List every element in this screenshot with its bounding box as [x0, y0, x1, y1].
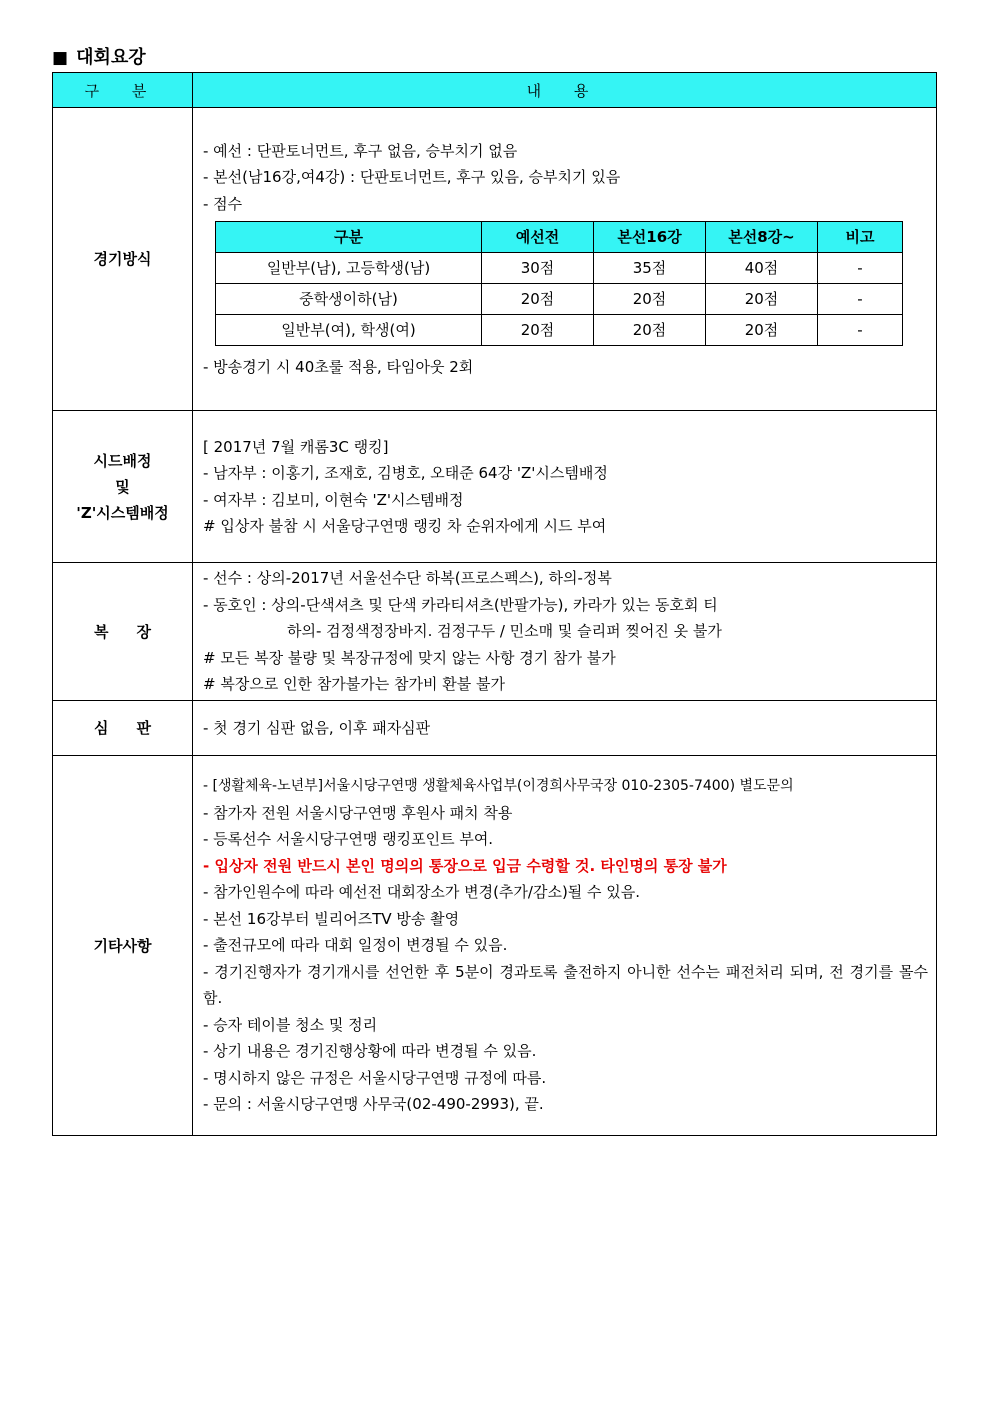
header-content: 내 용 — [193, 73, 937, 108]
section-heading — [52, 46, 146, 70]
seed-line: - 여자부 : 김보미, 이현숙 'Z'시스템배정 — [203, 490, 464, 509]
score-cell: 일반부(남), 고등학생(남) — [216, 253, 482, 284]
header-row — [53, 73, 937, 108]
etc-line: - 경기진행자가 경기개시를 선언한 후 5분이 경과토록 출전하지 아니한 선수는 패전처리 되며, 전 경기를 몰수함. — [203, 962, 928, 1008]
seed-content — [193, 411, 937, 563]
score-row — [216, 284, 903, 315]
format-line: - 점수 — [203, 194, 243, 213]
score-cell: 20점 — [594, 284, 706, 315]
header-category: 구 분 — [53, 73, 193, 108]
score-header-row — [216, 222, 903, 253]
etc-line: - 문의 : 서울시당구연맹 사무국(02-490-2993), 끝. — [203, 1095, 544, 1114]
etc-line: - 승자 테이블 청소 및 정리 — [203, 1015, 378, 1034]
referee-label: 심판 — [53, 701, 193, 756]
etc-line: - 출전규모에 따라 대회 일정이 변경될 수 있음. — [203, 936, 508, 955]
score-header: 본선8강~ — [706, 222, 818, 253]
score-header: 구분 — [216, 222, 482, 253]
attire-line: # 복장으로 인한 참가불가는 참가비 환불 불가 — [203, 675, 505, 694]
seed-line: - 남자부 : 이홍기, 조재호, 김병호, 오태준 64강 'Z'시스템배정 — [203, 464, 608, 482]
etc-line: - 본선 16강부터 빌리어즈TV 방송 촬영 — [203, 909, 460, 928]
etc-line: - 명시하지 않은 규정은 서울시당구연맹 규정에 따름. — [203, 1068, 547, 1087]
score-cell: - — [818, 315, 903, 346]
seed-line: [ 2017년 7월 캐롬3C 랭킹] — [203, 437, 389, 456]
row-attire — [53, 563, 937, 701]
referee-content — [193, 701, 937, 756]
etc-line: - 참가자 전원 서울시당구연맹 후원사 패치 착용 — [203, 803, 513, 822]
score-cell: 35점 — [594, 253, 706, 284]
attire-label: 복장 — [53, 563, 193, 701]
etc-line: - [생활체육-노년부]서울시당구연맹 생활체육사업부(이경희사무국장 010-2305-7400) 별도문의 — [203, 778, 794, 795]
etc-label: 기타사항 — [53, 756, 193, 1136]
score-cell: 20점 — [482, 284, 594, 315]
row-referee — [53, 701, 937, 756]
attire-content — [193, 563, 937, 701]
score-cell: 20점 — [706, 315, 818, 346]
score-cell: - — [818, 253, 903, 284]
score-cell: 20점 — [482, 315, 594, 346]
score-cell: 20점 — [594, 315, 706, 346]
seed-label-line: 및 — [115, 477, 130, 496]
seed-label-line: 시드배정 — [93, 451, 152, 470]
attire-line: - 동호인 : 상의-단색셔츠 및 단색 카라티셔츠(반팔가능), 카라가 있는 동호회 티 — [203, 595, 718, 614]
score-header: 본선16강 — [594, 222, 706, 253]
score-cell: 일반부(여), 학생(여) — [216, 315, 482, 346]
etc-line: - 등록선수 서울시당구연맹 랭킹포인트 부여. — [203, 830, 494, 849]
heading-title: 대회요강 — [76, 47, 146, 68]
seed-label-line: 'Z'시스템배정 — [76, 503, 169, 522]
score-header: 예선전 — [482, 222, 594, 253]
seed-line: # 입상자 불참 시 서울당구연맹 랭킹 차 순위자에게 시드 부여 — [203, 517, 607, 535]
score-cell: 40점 — [706, 253, 818, 284]
row-etc — [53, 756, 937, 1136]
score-cell: 중학생이하(남) — [216, 284, 482, 315]
row-format — [53, 108, 937, 411]
attire-line: # 모든 복장 불량 및 복장규정에 맞지 않는 사항 경기 참가 불가 — [203, 648, 616, 667]
score-table — [215, 221, 903, 346]
attire-line: - 선수 : 상의-2017년 서울선수단 하복(프로스펙스), 하의-정복 — [203, 569, 612, 588]
score-row — [216, 253, 903, 284]
score-row — [216, 315, 903, 346]
attire-line: 하의- 검정색정장바지. 검정구두 / 민소매 및 슬리퍼 찢어진 옷 불가 — [287, 622, 722, 641]
etc-warning-line: - 입상자 전원 반드시 본인 명의의 통장으로 입금 수령할 것. 타인명의 통장 불가 — [203, 856, 727, 875]
score-cell: 30점 — [482, 253, 594, 284]
row-seed — [53, 411, 937, 563]
referee-line: - 첫 경기 심판 없음, 이후 패자심판 — [203, 718, 431, 737]
format-content — [193, 108, 937, 411]
format-line: - 예선 : 단판토너먼트, 후구 없음, 승부치기 없음 — [203, 141, 518, 160]
format-line: - 본선(남16강,여4강) : 단판토너먼트, 후구 있음, 승부치기 있음 — [203, 168, 621, 186]
format-line: - 방송경기 시 40초룰 적용, 타임아웃 2회 — [203, 358, 474, 376]
competition-table — [52, 72, 937, 1136]
etc-line: - 상기 내용은 경기진행상황에 따라 변경될 수 있음. — [203, 1042, 537, 1061]
score-cell: 20점 — [706, 284, 818, 315]
square-bullet-icon: ■ — [52, 48, 69, 68]
score-cell: - — [818, 284, 903, 315]
format-label: 경기방식 — [53, 108, 193, 411]
seed-label — [53, 411, 193, 563]
score-header: 비고 — [818, 222, 903, 253]
etc-line: - 참가인원수에 따라 예선전 대회장소가 변경(추가/감소)될 수 있음. — [203, 883, 641, 902]
etc-content — [193, 756, 937, 1136]
